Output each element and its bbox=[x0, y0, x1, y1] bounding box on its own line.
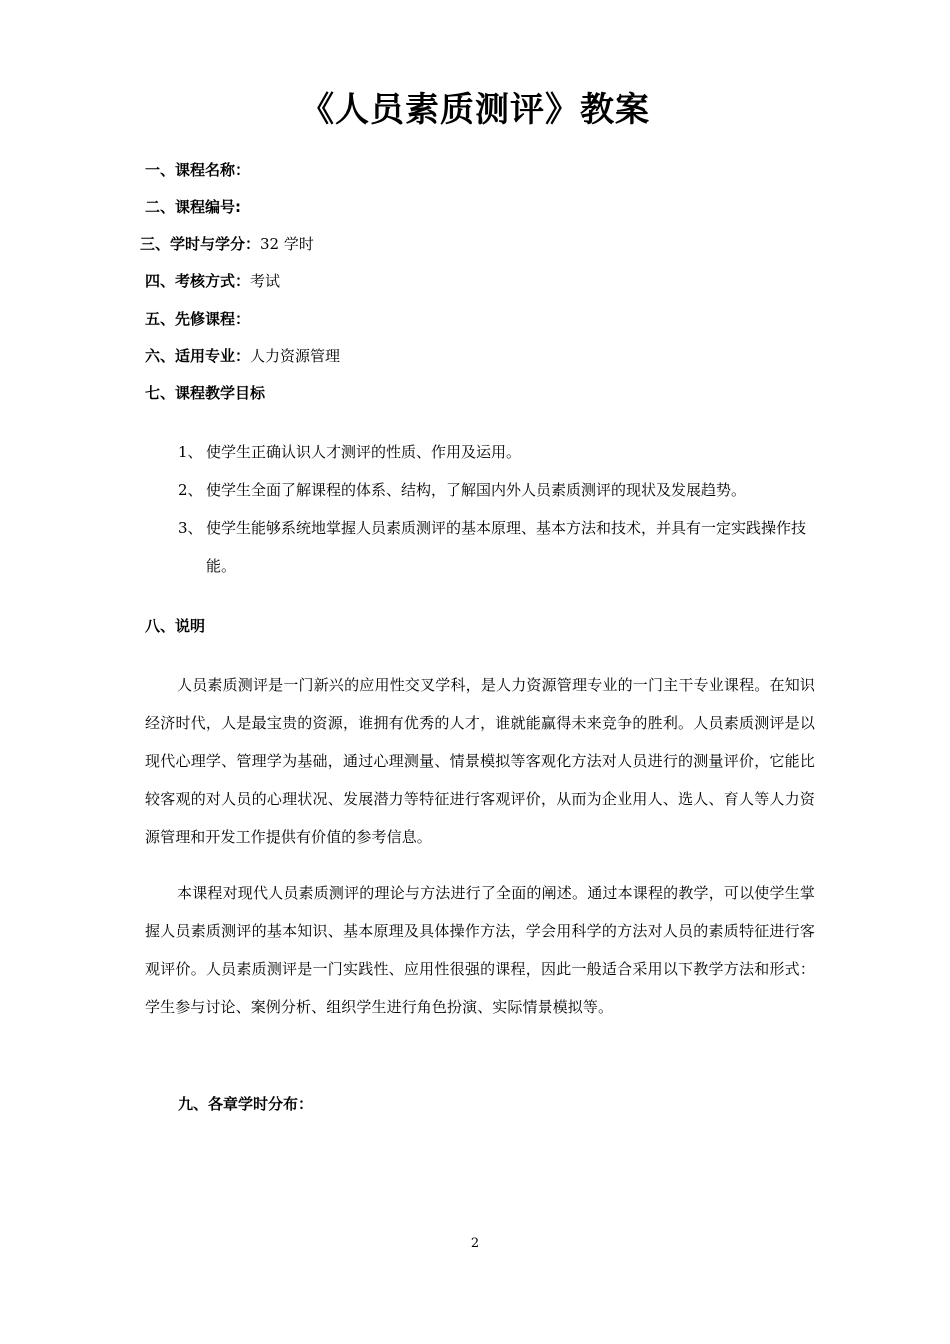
field-applicable-major bbox=[145, 344, 340, 368]
field-label: 三、学时与学分： bbox=[140, 235, 261, 253]
hours-distribution-heading: 九、各章学时分布： bbox=[178, 1095, 314, 1113]
goal-item bbox=[178, 471, 818, 509]
field-label: 五、先修课程： bbox=[145, 310, 251, 328]
page-number: 2 bbox=[470, 1236, 480, 1251]
field-prerequisites bbox=[145, 307, 250, 331]
goal-number: 2、 bbox=[178, 481, 203, 499]
notes-heading: 八、说明 bbox=[145, 617, 206, 635]
goals-heading: 七、课程教学目标 bbox=[145, 384, 266, 402]
field-label: 二、课程编号: bbox=[145, 198, 241, 216]
field-label: 四、考核方式： bbox=[145, 272, 251, 290]
goal-number: 3、 bbox=[178, 519, 203, 537]
goal-text: 使学生全面了解课程的体系、结构，了解国内外人员素质测评的现状及发展趋势。 bbox=[206, 481, 747, 499]
field-assessment-method bbox=[145, 269, 280, 293]
field-label: 一、课程名称： bbox=[145, 161, 251, 179]
notes-paragraph: 本课程对现代人员素质测评的理论与方法进行了全面的阐述。通过本课程的教学，可以使学生掌握人员素质测评的基本知识、基本原理及具体操作方法，学会用科学的方法对人员的素质特征进行客观评价。人员素质测评是一门实践性、应用性很强的课程，因此一般适合采用以下教学方法和形式：学生参与讨论、案例分析、组织学生进行角色扮演、实际情景模拟等。 bbox=[145, 884, 815, 1016]
field-course-name bbox=[145, 158, 250, 182]
goal-text: 使学生能够系统地掌握人员素质测评的基本原理、基本方法和技术，并具有一定实践操作技能。 bbox=[206, 519, 807, 575]
field-course-code bbox=[145, 195, 241, 219]
goal-item bbox=[178, 509, 818, 585]
field-label: 六、适用专业： bbox=[145, 347, 251, 365]
document-title: 《人员素质测评》教案 bbox=[300, 90, 650, 130]
field-hours-credits bbox=[140, 232, 314, 256]
field-value: 人力资源管理 bbox=[250, 347, 341, 365]
goal-item bbox=[178, 433, 818, 471]
field-value: 32 学时 bbox=[260, 235, 314, 253]
notes-paragraph: 人员素质测评是一门新兴的应用性交叉学科，是人力资源管理专业的一门主干专业课程。在知识经济时代，人是最宝贵的资源，谁拥有优秀的人才，谁就能赢得未来竞争的胜利。人员素质测评是以现代心理学、管理学为基础，通过心理测量、情景模拟等客观化方法对人员进行的测量评价，它能比较客观的对人员的心理状况、发展潜力等特征进行客观评价，从而为企业用人、选人、育人等人力资源管理和开发工作提供有价值的参考信息。 bbox=[145, 676, 815, 846]
field-value: 考试 bbox=[250, 272, 281, 290]
goal-number: 1、 bbox=[178, 443, 203, 461]
goal-text: 使学生正确认识人才测评的性质、作用及运用。 bbox=[206, 443, 522, 461]
